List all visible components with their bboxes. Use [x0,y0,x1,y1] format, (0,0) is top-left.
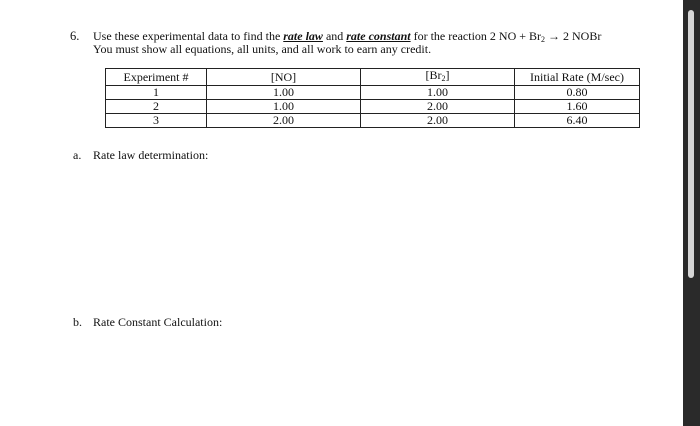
vertical-scrollbar[interactable] [683,0,700,426]
header-br2: $[Br_2]$ [361,69,515,86]
cell-rate: 0.80 [515,86,640,100]
reaction-product: 2 NOBr [563,29,602,43]
part-a-label: Rate law determination: [93,148,209,162]
cell-experiment: 2 [106,100,207,114]
rate-constant-term: rate constant [346,29,411,43]
cell-br2: 1.00 [361,86,515,100]
cell-no: 1.00 [207,100,361,114]
part-b-heading [73,315,222,330]
header-no: [NO] [207,69,361,86]
part-a-letter: a. [73,148,82,162]
cell-experiment: 3 [106,114,207,128]
cell-no: 2.00 [207,114,361,128]
header-initial-rate: Initial Rate (M/sec) [515,69,640,86]
cell-br2: 2.00 [361,114,515,128]
prompt-and: and [322,29,347,43]
instructions: You must show all equations, all units, and all work to earn any credit. [93,42,432,56]
reaction-reactants: for the reaction 2 NO + Br [410,29,542,43]
scrollbar-thumb[interactable] [688,10,694,278]
table-header-row [106,69,640,86]
part-b-letter: b. [73,315,82,329]
cell-experiment: 1 [106,86,207,100]
table-row [106,100,640,114]
cell-no: 1.00 [207,86,361,100]
part-a-heading [73,148,208,163]
reaction-arrow-icon: → [545,29,564,43]
rate-law-term: rate law [283,29,323,43]
experiment-table [105,68,640,128]
prompt-text-start: Use these experimental data to find the [93,29,284,43]
cell-rate: 6.40 [515,114,640,128]
cell-rate: 1.60 [515,100,640,114]
table-row [106,114,640,128]
cell-br2: 2.00 [361,100,515,114]
table-row [106,86,640,100]
br-subscript: 2 [541,35,546,44]
question-number: 6. [70,29,80,43]
part-b-label: Rate Constant Calculation: [93,315,223,329]
header-experiment: Experiment # [106,69,207,86]
